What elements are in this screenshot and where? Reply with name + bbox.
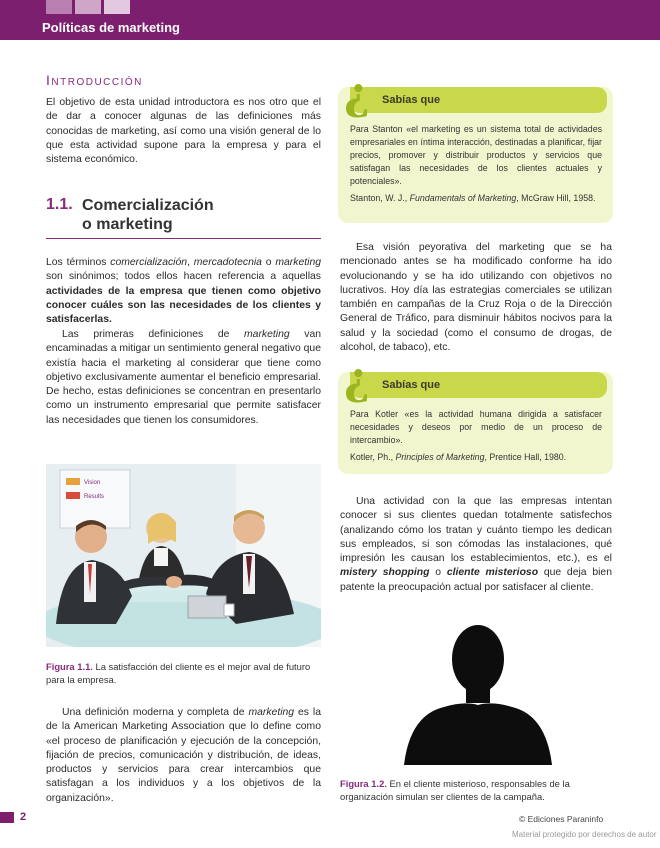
paragraph-mystery-shopping-text	[340, 495, 612, 595]
text-run: o	[261, 257, 276, 268]
section-title	[82, 196, 214, 234]
board-text-1: Vision	[84, 480, 101, 486]
figure-1-caption-text: La satisfacción del cliente es el mejor aval de futuro para la empresa.	[46, 661, 311, 685]
page-header	[0, 0, 660, 40]
text-run: Las primeras definiciones de	[62, 329, 245, 340]
figure-2-label: Figura 1.2.	[340, 778, 387, 789]
paragraph-terms-text	[46, 256, 321, 327]
reference-author: Stanton, W. J.,	[350, 193, 410, 203]
reference-title: Principles of Marketing	[395, 452, 485, 462]
intro-paragraph-block	[46, 96, 321, 167]
sabias-que-reference	[350, 451, 602, 464]
paragraph-pejorative-view-text: Esa visión peyorativa del marketing que se ha mencionado antes se ha modificado conforme ha ido evolucionando y se ha ido utilizando con objetivos no lucrativos. Hoy día las estrategias comerciales se utilizan también en campañas de la Cruz Roja o de la Dirección General de Tráfico, para disminuir hábitos nocivos para la salud y la sociedad (como el consumo de drogas, de alcohol, de tabaco), etc.	[340, 242, 612, 354]
intro-title: Introducción	[46, 72, 143, 88]
text-run: es la de la American Marketing Association que lo define como «el proceso de planificación y ejecución de la concepción, fijación de precios, comunicación y distribución, de ideas, productos y servicios para crear intercambios que satisfagan a los individuos y a los objetivos de la organización».	[46, 707, 321, 804]
paragraph-first-definitions-text	[46, 328, 321, 428]
text-run: van encaminadas a mitigar un sentimiento general negativo que existía hacia el marketing al considerar que tiene como objetivo exclusivamente aumentar el beneficio empresarial. De hecho, estas definiciones se concentran en presentarlo como un instrumento empresarial que permite satisfacer las necesidades que tienen los consumidores.	[46, 329, 321, 426]
copyright-watermark: Material protegido por derechos de autor	[512, 830, 657, 839]
sabias-que-reference	[350, 192, 602, 205]
figure-1-label: Figura 1.1.	[46, 661, 93, 672]
paragraph-terms	[46, 256, 321, 327]
sabias-que-quote: Para Kotler «es la actividad humana dirigida a satisfacer necesidades y deseos por medio de un proceso de intercambio».	[350, 409, 602, 445]
figure-1-caption	[46, 660, 321, 686]
bold-run: actividades de la empresa que tienen como objetivo conocer cuáles son las necesidades de los clientes y satisfacerlas.	[46, 285, 321, 326]
text-run: ,	[187, 257, 194, 268]
emphasis: marketing	[248, 707, 295, 718]
section-title-line1: Comercialización	[82, 197, 214, 214]
question-mark-icon: ¿	[344, 69, 370, 120]
text-run: son sinónimos; todos ellos hacen referencia a aquellas	[46, 271, 321, 283]
emphasis: marketing	[244, 329, 290, 340]
sabias-que-quote: Para Stanton «el marketing es un sistema total de actividades empresariales en íntima interacción, destinadas a planificar, fijar precios, promover y distribuir productos y servicios que satisfagan las necesidades de los clientes actuales y potenciales».	[350, 124, 602, 186]
section-heading	[46, 196, 321, 239]
emphasis: mercadotecnia	[193, 257, 262, 268]
emphasis: marketing	[275, 257, 321, 268]
text-run: o	[429, 567, 447, 579]
paragraph-first-definitions	[46, 328, 321, 428]
header-title: Políticas de marketing	[42, 20, 180, 35]
header-decoration	[46, 0, 130, 14]
sabias-que-label: Sabías que	[382, 94, 441, 106]
reference-author: Kotler, Ph.,	[350, 452, 396, 462]
page-number: 2	[20, 811, 27, 823]
person-silhouette-illustration	[404, 615, 552, 765]
text-run: Una definición moderna y completa de	[62, 707, 249, 718]
section-number: 1.1.	[46, 196, 73, 213]
paragraph-mystery-shopping	[340, 495, 612, 595]
reference-title: Fundamentals of Marketing	[409, 193, 517, 203]
board-text-2: Results	[84, 494, 105, 500]
emphasis: comercialización	[110, 257, 188, 268]
bold-italic-run: mistery shopping	[340, 567, 430, 579]
text-run: que deja bien patente la preocupación actual por satisfacer al cliente.	[340, 567, 612, 593]
paragraph-ama-definition	[46, 706, 321, 806]
figure-1-photo	[46, 464, 321, 647]
sabias-que-box-1	[338, 69, 613, 223]
footer-mark	[0, 812, 14, 823]
text-run: Una actividad con la que las empresas intentan conocer si sus clientes quedan totalmente satisfechos (analizando cómo los tratan y cuánto tiempo les dedican sus empleados, si son cómodas las instalaciones, qué impresión les causan los establecimientos, etc.), es el	[340, 496, 612, 565]
bold-italic-run: cliente misterioso	[446, 567, 539, 579]
paragraph-pejorative-view	[340, 241, 612, 355]
business-meeting-illustration	[46, 464, 321, 647]
sabias-que-box-2	[338, 354, 613, 474]
sabias-que-label: Sabías que	[382, 379, 441, 391]
section-title-line2: o marketing	[82, 216, 173, 233]
question-mark-icon: ¿	[344, 354, 370, 405]
reference-rest: , McGraw Hill, 1958.	[516, 193, 596, 203]
publisher-credit: © Ediciones Paraninfo	[519, 814, 604, 824]
intro-paragraph: El objetivo de esta unidad introductora es nos otro que el de dar a conocer algunas de las definiciones más conocidas de marketing, así como una visión general de lo que esta actividad supone para la empresa y para el sistema económico.	[46, 97, 321, 166]
sabias-que-text	[350, 408, 602, 464]
figure-2-caption-text: En el cliente misterioso, responsables de la organización simulan ser clientes de la campaña.	[340, 778, 570, 802]
text-run: Los términos	[46, 257, 111, 268]
paragraph-ama-definition-text	[46, 706, 321, 806]
reference-rest: , Prentice Hall, 1980.	[484, 452, 567, 462]
sabias-que-text	[350, 123, 602, 205]
figure-2-silhouette	[404, 615, 552, 765]
figure-2-caption	[340, 777, 612, 803]
